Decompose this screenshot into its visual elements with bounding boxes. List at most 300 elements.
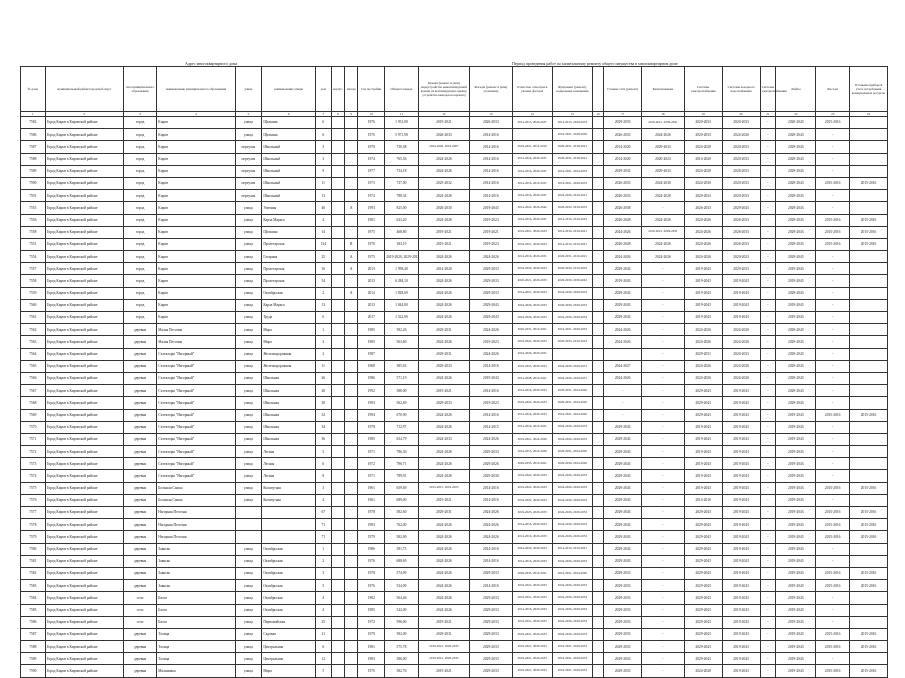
table-cell: 2024-2026 [604, 336, 642, 348]
table-cell: 2029-2043 [776, 165, 816, 177]
table-cell: 2029-2031 [418, 348, 469, 360]
table-cell [593, 165, 604, 177]
table-cell: 1976 [358, 117, 385, 129]
table-cell: город [123, 177, 157, 189]
table-cell: 2019-2043 [722, 592, 760, 604]
table-cell: Киров [157, 177, 235, 189]
table-row [21, 470, 888, 482]
table-cell: 2019-2021, 2029-2033 [512, 628, 552, 640]
table-cell: Город Киров в Кировской районе [45, 190, 123, 202]
table-cell: 2019-2022, 2029-2033 [512, 470, 552, 482]
table-cell: 1981 [358, 214, 385, 226]
table-cell: Мира [262, 324, 316, 336]
table-cell: 2019-2043 [776, 494, 816, 506]
table-cell: - [760, 641, 776, 653]
table-cell: 2024-2026 [418, 190, 469, 202]
table-cell: 1971 [358, 470, 385, 482]
table-cell: улица [235, 665, 262, 677]
table-cell [849, 446, 887, 458]
column-number: 7 [315, 112, 331, 117]
table-cell: - [604, 409, 642, 421]
column-header: дом [315, 67, 331, 112]
table-cell: 21 [315, 628, 331, 640]
table-row [21, 263, 888, 275]
table-cell: улица [235, 372, 262, 384]
table-cell: 1977 [358, 165, 385, 177]
table-cell: А [344, 287, 357, 299]
table-cell: 9 [315, 165, 331, 177]
table-cell: 788,34 [385, 190, 419, 202]
table-cell [344, 397, 357, 409]
table-cell [593, 470, 604, 482]
table-cell: деревня [123, 433, 157, 445]
table-cell [344, 385, 357, 397]
table-cell: деревня [123, 458, 157, 470]
table-cell: 2029-2033 [470, 567, 512, 579]
table-cell: 2029-2043 [684, 385, 722, 397]
table-cell [331, 348, 344, 360]
table-cell: 1 [315, 324, 331, 336]
table-row [21, 226, 888, 238]
table-cell: 2024-2026, 2029-2033 [552, 470, 592, 482]
table-cell: Город Киров в Кировской районе [45, 202, 123, 214]
table-cell [331, 470, 344, 482]
table-cell: 2024-2026 [642, 214, 684, 226]
table-cell: 2019-2043 [684, 458, 722, 470]
table-cell: - [760, 129, 776, 141]
table-cell [344, 580, 357, 592]
table-cell: - [642, 299, 684, 311]
table-cell [593, 263, 604, 275]
table-cell: 11 [315, 177, 331, 189]
table-cell: 2015-2016 [816, 531, 850, 543]
table-cell: 2024-2026, 2029-2033 [552, 519, 592, 531]
table-cell: город [123, 226, 157, 238]
table-cell: Малиновка [157, 665, 235, 677]
table-cell [593, 458, 604, 470]
table-cell: - [816, 202, 850, 214]
table-cell: 2024-2026 [418, 165, 469, 177]
table-cell: Киров [157, 117, 235, 129]
table-cell [331, 507, 344, 519]
table-cell: 2014-2015, 2029-2037 [512, 117, 552, 129]
table-cell: 2024-2026 [418, 470, 469, 482]
table-cell: 2029-2031, 2024-2026 [552, 385, 592, 397]
table-cell: Город Киров в Кировской районе [45, 519, 123, 531]
table-cell: 1981 [358, 641, 385, 653]
table-cell [344, 555, 357, 567]
table-row [21, 360, 888, 372]
table-cell: - [642, 494, 684, 506]
table-cell [849, 494, 887, 506]
table-cell: 2020-2023 [722, 251, 760, 263]
table-cell: Город Киров в Кировской районе [45, 129, 123, 141]
table-cell: - [760, 299, 776, 311]
table-cell: 588,00 [385, 385, 419, 397]
table-cell: переулок [235, 165, 262, 177]
table-cell [593, 275, 604, 287]
table-cell: Центральная [262, 653, 316, 665]
table-cell: 2019-2043 [776, 312, 816, 324]
table-cell: 1 828,69 [385, 287, 419, 299]
table-cell: деревня [123, 360, 157, 372]
table-cell: 2024-2026 [418, 336, 469, 348]
table-cell: 2024-2026 [470, 531, 512, 543]
table-cell: 2019-2043 [722, 470, 760, 482]
table-row [21, 482, 888, 494]
table-cell: 7581 [21, 555, 46, 567]
table-cell: 2029-2043 [604, 312, 642, 324]
table-cell: 2019-2043 [722, 446, 760, 458]
table-cell: Октябрьская [262, 580, 316, 592]
table-cell: улица [235, 592, 262, 604]
table-cell: Селекторы "Нагорный" [157, 421, 235, 433]
table-cell [385, 348, 419, 360]
column-number: 18 [642, 112, 684, 117]
table-cell: - [642, 263, 684, 275]
table-cell: Селекторы "Нагорный" [157, 397, 235, 409]
table-cell: 2024-2026 [722, 324, 760, 336]
table-row [21, 604, 888, 616]
table-cell [331, 336, 344, 348]
table-row [21, 519, 888, 531]
table-cell: улица [235, 336, 262, 348]
table-cell: 2019-2021, 2014-2016 [512, 141, 552, 153]
table-cell: - [760, 604, 776, 616]
table-cell: деревня [123, 482, 157, 494]
table-cell: деревня [123, 555, 157, 567]
table-cell: 3 [315, 153, 331, 165]
table-cell: 6 [315, 117, 331, 129]
table-cell: 1985 [358, 324, 385, 336]
table-cell: 7587 [21, 628, 46, 640]
table-cell: Киров [157, 202, 235, 214]
table-body [21, 117, 888, 678]
table-cell: Город Киров в Кировской районе [45, 641, 123, 653]
table-cell: Город Киров в Кировской районе [45, 665, 123, 677]
table-cell: 1993 [358, 397, 385, 409]
table-cell: Большая Сашка [157, 494, 235, 506]
table-cell: 2029-2033 [722, 263, 760, 275]
table-cell: 2024-2026 [642, 238, 684, 250]
table-cell: 581,73 [385, 543, 419, 555]
table-cell: 582,76 [385, 665, 419, 677]
table-cell [344, 165, 357, 177]
table-cell: деревня [123, 336, 157, 348]
table-header [21, 67, 888, 117]
table-cell [331, 190, 344, 202]
table-cell: 2020-2023 [642, 153, 684, 165]
table-cell: 2024-2026 [418, 519, 469, 531]
table-cell: 2014-2016, 2019-2023 [552, 214, 592, 226]
table-cell: 2024-2026 [604, 251, 642, 263]
table-cell: Город Киров в Кировской районе [45, 604, 123, 616]
table-cell: 1978 [358, 567, 385, 579]
table-cell: Школьный [262, 165, 316, 177]
table-cell: 2014-2016, 2019-2021 [552, 238, 592, 250]
table-cell: 2014-2016, 2029-2031 [512, 214, 552, 226]
table-cell: 582,00 [385, 531, 419, 543]
table-cell: Киров [157, 312, 235, 324]
table-cell: 2014-2016 [470, 385, 512, 397]
table-cell: Город Киров в Кировской районе [45, 251, 123, 263]
table-cell: улица [235, 324, 262, 336]
table-cell [331, 494, 344, 506]
table-cell: 2024-2026 [470, 507, 512, 519]
table-cell: - [760, 360, 776, 372]
table-cell: 2020-2033 [684, 129, 722, 141]
table-cell [849, 336, 887, 348]
table-cell: 2019-2022, 2029-2033 [512, 397, 552, 409]
table-cell: Селекторы "Нагорный" [157, 433, 235, 445]
table-cell: улица [235, 287, 262, 299]
table-cell: 2024-2026 [684, 214, 722, 226]
table-row [21, 592, 888, 604]
column-number: 15 [552, 112, 592, 117]
column-number: 22 [776, 112, 816, 117]
column-number: 24 [849, 112, 887, 117]
table-cell: Киров [157, 299, 235, 311]
table-cell: 564,46 [385, 592, 419, 604]
table-cell: - [604, 397, 642, 409]
table-cell: 7591 [21, 190, 46, 202]
table-cell: - [642, 653, 684, 665]
table-cell: Город Киров в Кировской районе [45, 360, 123, 372]
table-cell: Киров [157, 275, 235, 287]
table-cell: Город Киров в Кировской районе [45, 153, 123, 165]
table-cell: 2019-2021 [418, 494, 469, 506]
table-cell: 2024-2026 [418, 421, 469, 433]
table-cell: - [816, 348, 850, 360]
table-cell: Киров [157, 165, 235, 177]
table-cell [344, 641, 357, 653]
table-cell: - [760, 507, 776, 519]
table-cell: 2020-2033 [722, 117, 760, 129]
table-cell: 670,90 [385, 409, 419, 421]
table-cell: деревня [123, 507, 157, 519]
table-cell: Киров [157, 226, 235, 238]
column-header: Год постройки [358, 67, 385, 112]
table-cell [849, 299, 887, 311]
table-cell: Заянско [157, 580, 235, 592]
table-cell: 2019-2043 [722, 653, 760, 665]
table-cell [331, 482, 344, 494]
table-cell: 5 [315, 580, 331, 592]
table-cell: 2014-2028, 2019-2021 [512, 372, 552, 384]
table-cell [593, 641, 604, 653]
table-cell: 2019-2043 [470, 372, 512, 384]
table-cell: 34 [315, 421, 331, 433]
table-cell: 25 [315, 616, 331, 628]
table-cell: Город Киров в Кировской районе [45, 397, 123, 409]
table-cell: - [642, 409, 684, 421]
table-cell [849, 202, 887, 214]
table-cell: 2026-2038 [604, 202, 642, 214]
table-cell: 734,18 [385, 165, 419, 177]
table-cell: 2014-2016, 2019-2031 [512, 421, 552, 433]
table-cell [849, 555, 887, 567]
column-number: 14 [512, 112, 552, 117]
table-cell [344, 226, 357, 238]
table-row [21, 287, 888, 299]
table-cell [331, 251, 344, 263]
table-cell: 1972 [358, 458, 385, 470]
table-cell: - [642, 555, 684, 567]
table-cell: Уличная [262, 202, 316, 214]
table-cell: 574,90 [385, 567, 419, 579]
table-cell: 2019-2043 [722, 507, 760, 519]
table-cell: - [816, 470, 850, 482]
table-cell [344, 299, 357, 311]
table-cell: - [760, 567, 776, 579]
table-cell: Город Киров в Кировской районе [45, 336, 123, 348]
table-row [21, 494, 888, 506]
table-cell: - [760, 458, 776, 470]
table-cell: улица [235, 628, 262, 640]
table-cell: 2029-2043 [604, 555, 642, 567]
table-cell: 2019-2043 [722, 287, 760, 299]
table-cell: - [816, 324, 850, 336]
table-cell: 2024-2030 [642, 177, 684, 189]
table-cell: 5 [315, 665, 331, 677]
table-cell: - [760, 531, 776, 543]
table-cell: 1970 [358, 141, 385, 153]
table-cell: 2026-2033 [604, 129, 642, 141]
table-cell: 7580 [21, 543, 46, 555]
table-cell: 2015-2016 [849, 238, 887, 250]
table-cell: 468,80 [385, 226, 419, 238]
table-cell: 2019-2043 [776, 482, 816, 494]
column-number: 9 [344, 112, 357, 117]
table-cell: Лесная [262, 470, 316, 482]
table-cell: 2024-2026 [722, 129, 760, 141]
table-cell: 2019-2043 [684, 275, 722, 287]
table-cell: 1 322,90 [385, 312, 419, 324]
table-cell: 7553 [21, 202, 46, 214]
table-cell: 2014-2020 [684, 153, 722, 165]
table-cell: 2029-2043 [684, 592, 722, 604]
table-cell: Школьная [262, 372, 316, 384]
table-cell: 2019-2021, 2029-2033 [512, 653, 552, 665]
table-row [21, 275, 888, 287]
table-cell: 2029-2033 [604, 628, 642, 640]
table-cell: 2029-2043 [684, 397, 722, 409]
table-cell: - [760, 324, 776, 336]
table-cell: - [760, 519, 776, 531]
table-cell: 16 [315, 263, 331, 275]
table-cell: 2029-2033 [470, 592, 512, 604]
table-cell: 2013 [358, 263, 385, 275]
table-cell: 2029-2033 [604, 580, 642, 592]
table-cell: деревня [123, 470, 157, 482]
table-cell: - [642, 580, 684, 592]
table-cell: 6 [315, 312, 331, 324]
table-cell: - [642, 507, 684, 519]
table-cell: 28 [315, 385, 331, 397]
table-cell: 2019-2043 [776, 604, 816, 616]
table-cell: Город Киров в Кировской районе [45, 226, 123, 238]
column-number: 21 [760, 112, 776, 117]
table-cell: Город Киров в Кировской районе [45, 214, 123, 226]
table-cell [849, 190, 887, 202]
table-cell [344, 153, 357, 165]
table-cell: - [760, 214, 776, 226]
table-cell: 2019-2043 [776, 665, 816, 677]
table-cell: 796,71 [385, 458, 419, 470]
table-cell: 2019-2021, 2029-2033 [512, 592, 552, 604]
table-cell: 26 [315, 372, 331, 384]
table-cell: Город Киров в Кировской районе [45, 592, 123, 604]
table-cell: - [816, 653, 850, 665]
column-number: 10 [358, 112, 385, 117]
table-cell [344, 628, 357, 640]
table-cell [331, 531, 344, 543]
table-cell: 7577 [21, 507, 46, 519]
table-cell: 2019-2043 [776, 470, 816, 482]
table-cell: - [760, 482, 776, 494]
table-cell: 2029-2043 [684, 519, 722, 531]
table-cell: Железнодорожная [262, 348, 316, 360]
table-cell: 2029-2033 [418, 360, 469, 372]
table-cell: 2024-2026, 2029-2033 [552, 433, 592, 445]
table-cell: 2014-2016 [470, 177, 512, 189]
table-cell: 1 931,00 [385, 117, 419, 129]
table-cell: 2024-2026 [418, 372, 469, 384]
table-cell: 2019-2023, 2029-2033 [512, 507, 552, 519]
column-number: 12 [418, 112, 469, 117]
table-cell: 2015-2016 [849, 482, 887, 494]
table-cell: 1976 [358, 580, 385, 592]
table-cell: 2015-2016 [816, 226, 850, 238]
table-cell: 2019-2021, 2029-2033 [512, 226, 552, 238]
table-cell: 2024-2026 [418, 214, 469, 226]
table-cell: Октябрьская [262, 604, 316, 616]
table-cell: 2014-2016, 2029-2033 [512, 385, 552, 397]
table-cell: 2029-2043 [722, 202, 760, 214]
table-row [21, 397, 888, 409]
table-cell: - [816, 616, 850, 628]
table-cell: 7572 [21, 446, 46, 458]
table-cell: 2020-2033 [722, 177, 760, 189]
table-cell [593, 421, 604, 433]
table-cell: - [760, 653, 776, 665]
table-cell: 2029-2043 [604, 531, 642, 543]
table-cell [593, 312, 604, 324]
table-cell: 2014-2020 [604, 141, 642, 153]
table-cell [593, 287, 604, 299]
table-cell [344, 567, 357, 579]
table-cell: 762,00 [385, 519, 419, 531]
table-cell: Карла Маркса [262, 214, 316, 226]
table-cell: 2015-2016 [849, 214, 887, 226]
table-cell: 2019-2043 [722, 519, 760, 531]
table-cell [331, 238, 344, 250]
table-cell: 2026-2028 [604, 214, 642, 226]
table-cell: 7579 [21, 531, 46, 543]
table-cell: 2 [315, 336, 331, 348]
table-cell: 2014-2016, 2019-2031 [512, 177, 552, 189]
table-cell: 2020-2021, 2029-2033 [512, 275, 552, 287]
table-cell: 2029-2043 [604, 482, 642, 494]
table-cell: улица [235, 348, 262, 360]
table-cell: деревня [123, 409, 157, 421]
table-cell: Селекторы "Нагорный" [157, 409, 235, 421]
table-cell: 7562 [21, 324, 46, 336]
table-cell: Город Киров в Кировской районе [45, 312, 123, 324]
table-cell: - [760, 397, 776, 409]
table-cell: 7559 [21, 287, 46, 299]
table-cell: Киров [157, 129, 235, 141]
